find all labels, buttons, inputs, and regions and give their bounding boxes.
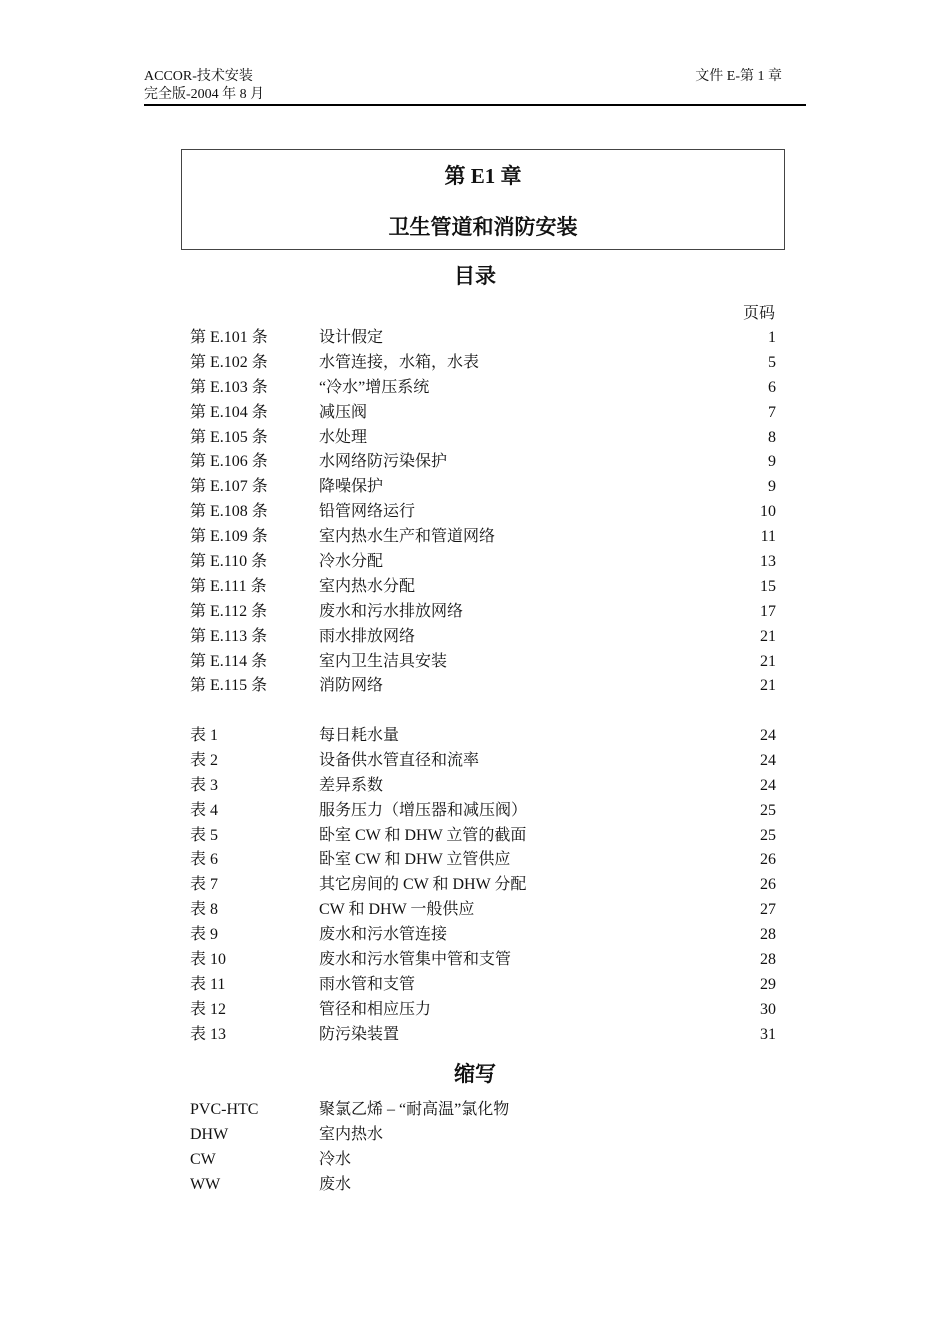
toc-table-row-page: 27 [760, 901, 776, 919]
abbreviation-row [190, 1123, 776, 1148]
toc-table-row-num: 表 3 [190, 776, 219, 794]
toc-article-row [190, 326, 776, 351]
toc-table-row-page: 28 [760, 951, 776, 969]
abbreviation-row-abbr: WW [190, 1175, 221, 1193]
toc-article-row-num: 第 E.108 条 [190, 503, 268, 521]
toc-article-row [190, 500, 776, 525]
abbreviation-row [190, 1148, 776, 1173]
toc-table-row-title: 设备供水管直径和流率 [319, 751, 480, 769]
toc-article-row-page: 9 [768, 478, 776, 496]
toc-article-row-page: 21 [760, 677, 776, 695]
toc-article-row-title: 水管连接，水箱，水表 [319, 353, 480, 371]
toc-article-row-num: 第 E.101 条 [190, 329, 268, 346]
toc-table-row-num: 表 9 [190, 926, 219, 944]
toc-table-row [190, 973, 776, 998]
toc-page-header: 页码 [742, 305, 775, 322]
toc-title: 目录 [454, 264, 496, 288]
abbreviation-row-meaning: 聚氯乙烯 – “耐高温”氯化物 [319, 1101, 510, 1118]
abbreviations-list [190, 1098, 776, 1198]
toc-table-row [190, 724, 776, 749]
toc-article-row-title: 设计假定 [319, 329, 384, 346]
toc-article-row-num: 第 E.109 条 [190, 528, 268, 546]
toc-article-row-page: 17 [760, 602, 776, 620]
toc-article-row-title: 冷水分配 [319, 553, 384, 571]
toc-table-row-title: 每日耗水量 [319, 727, 400, 744]
toc-table-row [190, 923, 776, 948]
chapter-subject: 卫生管道和消防安装 [388, 215, 578, 239]
toc-article-row-num: 第 E.115 条 [190, 677, 268, 695]
toc-article-row-title: “冷水”增压系统 [319, 378, 430, 396]
toc-article-row-page: 7 [768, 403, 776, 421]
toc-article-row-page: 13 [760, 553, 776, 571]
toc-article-row [190, 625, 776, 650]
toc-article-row [190, 525, 776, 550]
abbreviation-row-abbr: PVC-HTC [190, 1101, 259, 1118]
toc-table-row [190, 774, 776, 799]
toc-article-row [190, 600, 776, 625]
toc-table-row-page: 26 [760, 876, 776, 894]
toc-articles-list [190, 326, 776, 699]
toc-table-row-title: 服务压力（增压器和减压阀） [319, 801, 528, 819]
toc-article-row [190, 376, 776, 401]
toc-table-row-page: 25 [760, 826, 776, 844]
toc-article-row-page: 21 [760, 652, 776, 670]
header-document-ref: 文件 E-第 1 章 [695, 69, 782, 84]
toc-article-row-page: 1 [768, 329, 776, 346]
toc-article-row-title: 室内卫生洁具安装 [319, 652, 448, 670]
toc-article-row-title: 消防网络 [319, 677, 384, 695]
toc-table-row-title: 卧室 CW 和 DHW 立管供应 [319, 851, 511, 869]
chapter-number: 第 E1 章 [444, 164, 522, 188]
toc-article-row-num: 第 E.105 条 [190, 428, 268, 446]
toc-article-row [190, 650, 776, 675]
toc-article-row-title: 废水和污水排放网络 [319, 602, 464, 620]
toc-article-row [190, 475, 776, 500]
toc-article-row-num: 第 E.114 条 [190, 652, 268, 670]
toc-table-row-page: 26 [760, 851, 776, 869]
toc-table-row [190, 873, 776, 898]
toc-table-row-num: 表 8 [190, 901, 219, 919]
toc-article-row-num: 第 E.111 条 [190, 577, 267, 595]
toc-article-row [190, 550, 776, 575]
toc-table-row [190, 848, 776, 873]
toc-article-row-page: 21 [760, 627, 776, 645]
toc-table-row-page: 24 [760, 776, 776, 794]
toc-article-row [190, 351, 776, 376]
abbreviation-row-abbr: CW [190, 1150, 216, 1168]
toc-table-row-title: CW 和 DHW 一般供应 [319, 901, 475, 919]
toc-article-row-title: 减压阀 [319, 403, 368, 421]
toc-table-row-title: 卧室 CW 和 DHW 立管的截面 [319, 826, 527, 844]
toc-table-row-num: 表 6 [190, 851, 219, 869]
toc-article-row-page: 11 [760, 528, 776, 546]
toc-article-row-num: 第 E.112 条 [190, 602, 268, 620]
toc-table-row-page: 31 [760, 1025, 776, 1043]
toc-article-row-num: 第 E.102 条 [190, 353, 268, 371]
toc-table-row [190, 799, 776, 824]
toc-table-row-num: 表 1 [190, 727, 219, 744]
toc-table-row-page: 29 [760, 975, 776, 993]
toc-table-row-title: 防污染装置 [319, 1025, 400, 1043]
toc-table-row-title: 废水和污水管集中管和支管 [319, 951, 512, 969]
toc-table-row-title: 管径和相应压力 [319, 1000, 432, 1018]
toc-article-row [190, 450, 776, 475]
abbreviations-title: 缩写 [454, 1062, 496, 1086]
toc-article-row-num: 第 E.113 条 [190, 627, 268, 645]
toc-table-row-page: 24 [760, 751, 776, 769]
toc-table-row-page: 25 [760, 801, 776, 819]
abbreviation-row [190, 1173, 776, 1198]
toc-table-row [190, 898, 776, 923]
toc-article-row-title: 室内热水生产和管道网络 [319, 528, 496, 546]
toc-table-row-title: 废水和污水管连接 [319, 926, 448, 944]
toc-table-row [190, 948, 776, 973]
toc-table-row-page: 24 [760, 727, 776, 744]
toc-article-row-num: 第 E.104 条 [190, 403, 268, 421]
toc-table-row [190, 749, 776, 774]
toc-table-row-num: 表 10 [190, 951, 227, 969]
toc-article-row-page: 5 [768, 353, 776, 371]
toc-table-row-num: 表 5 [190, 826, 219, 844]
toc-article-row-title: 降噪保护 [319, 478, 384, 496]
header-doc-name: ACCOR-技术安装 [144, 69, 253, 84]
toc-table-row-page: 28 [760, 926, 776, 944]
toc-article-row-title: 水网络防污染保护 [319, 453, 448, 471]
abbreviation-row-abbr: DHW [190, 1125, 229, 1143]
toc-article-row-page: 10 [760, 503, 776, 521]
page-header [144, 68, 806, 106]
toc-table-row-title: 其它房间的 CW 和 DHW 分配 [319, 876, 527, 894]
toc-table-row-num: 表 2 [190, 751, 219, 769]
toc-article-row-page: 8 [768, 428, 776, 446]
toc-table-row [190, 824, 776, 849]
toc-table-row-num: 表 12 [190, 1000, 227, 1018]
abbreviation-row-meaning: 冷水 [319, 1150, 352, 1168]
toc-article-row-title: 雨水排放网络 [319, 627, 416, 645]
toc-article-row-page: 9 [768, 453, 776, 471]
toc-table-row [190, 1023, 776, 1048]
toc-article-row [190, 674, 776, 699]
toc-table-row-num: 表 7 [190, 876, 219, 894]
toc-article-row-title: 水处理 [319, 428, 368, 446]
abbreviation-row [190, 1098, 776, 1123]
toc-table-row-title: 雨水管和支管 [319, 975, 416, 993]
toc-article-row-num: 第 E.110 条 [190, 553, 268, 571]
header-left [144, 68, 264, 104]
toc-article-row [190, 401, 776, 426]
header-edition: 完全版-2004 年 8 月 [144, 87, 265, 102]
chapter-title-box [181, 149, 785, 250]
toc-table-row-num: 表 11 [190, 975, 226, 993]
toc-table-row-num: 表 4 [190, 801, 219, 819]
toc-article-row [190, 426, 776, 451]
toc-article-row-page: 15 [760, 577, 776, 595]
toc-article-row-title: 室内热水分配 [319, 577, 416, 595]
toc-table-row-page: 30 [760, 1000, 776, 1018]
toc-tables-list [190, 724, 776, 1048]
toc-article-row-title: 铅管网络运行 [319, 503, 416, 521]
toc-table-row [190, 998, 776, 1023]
toc-article-row [190, 575, 776, 600]
abbreviation-row-meaning: 室内热水 [319, 1125, 384, 1143]
toc-table-row-num: 表 13 [190, 1025, 227, 1043]
abbreviation-row-meaning: 废水 [319, 1175, 352, 1193]
toc-article-row-num: 第 E.103 条 [190, 378, 268, 396]
toc-article-row-page: 6 [768, 378, 776, 396]
toc-article-row-num: 第 E.106 条 [190, 453, 268, 471]
toc-article-row-num: 第 E.107 条 [190, 478, 268, 496]
toc-table-row-title: 差异系数 [319, 776, 384, 794]
